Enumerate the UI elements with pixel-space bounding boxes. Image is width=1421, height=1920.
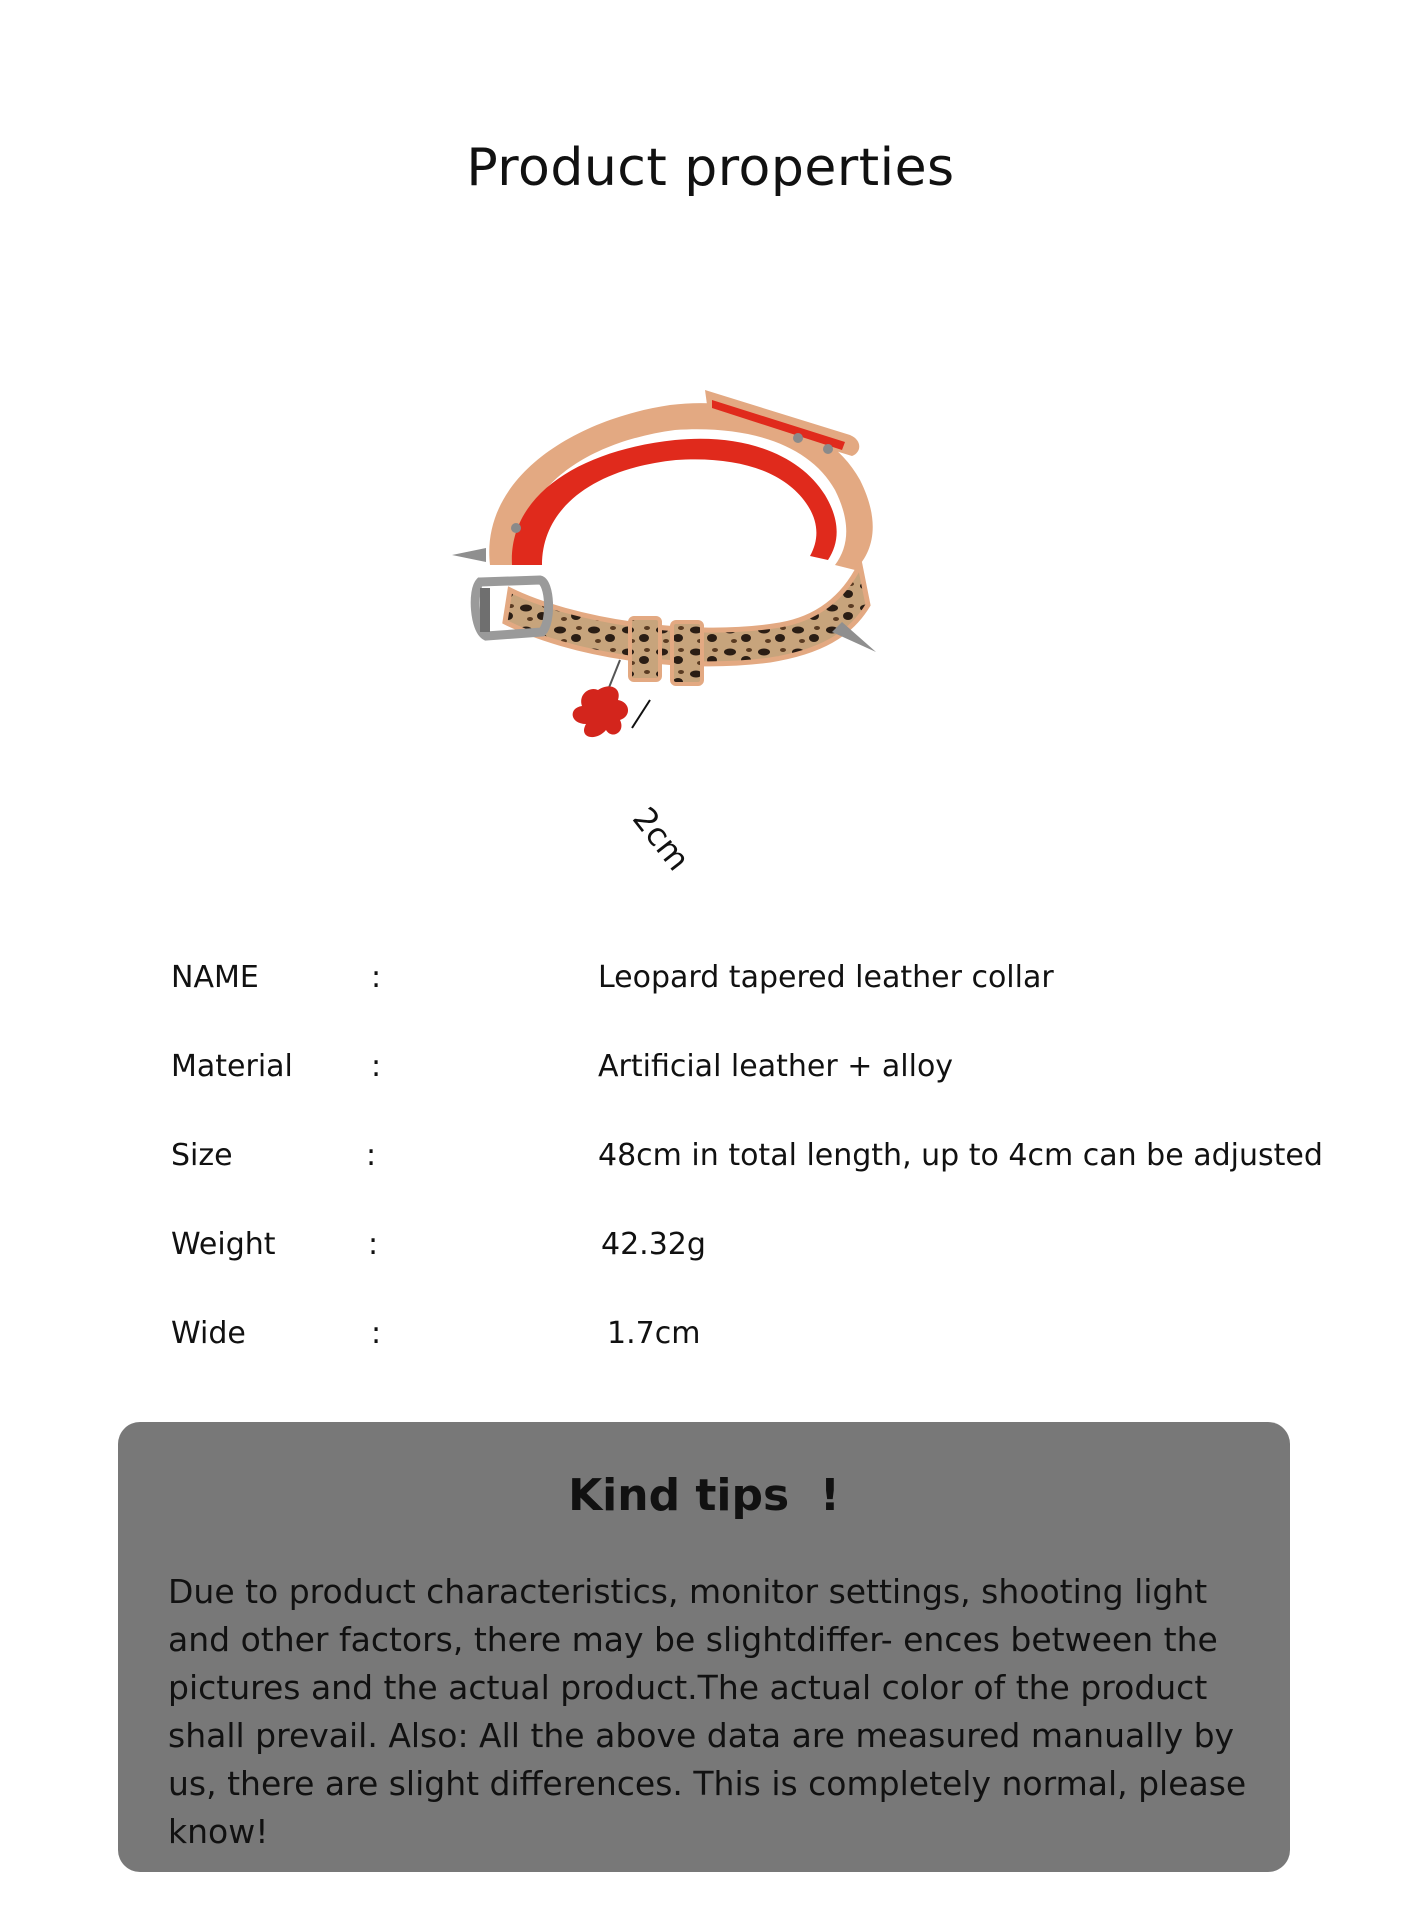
property-colon: : xyxy=(368,1227,379,1262)
charm-balloon-dog xyxy=(573,686,628,737)
property-label: Wide xyxy=(171,1316,246,1351)
rivet xyxy=(823,444,833,454)
property-row-weight xyxy=(0,1227,1421,1316)
dimension-label: 2cm xyxy=(625,800,698,878)
property-colon: : xyxy=(366,1138,377,1173)
property-label: NAME xyxy=(171,960,259,995)
property-colon: : xyxy=(371,1316,382,1351)
collar-keeper xyxy=(630,618,660,680)
rivet xyxy=(511,523,521,533)
property-colon: : xyxy=(371,960,382,995)
property-value: Leopard tapered leather collar xyxy=(598,960,1054,995)
property-row-wide xyxy=(0,1316,1421,1405)
property-label: Size xyxy=(171,1138,233,1173)
property-value: 1.7cm xyxy=(607,1316,701,1351)
rivet xyxy=(793,433,803,443)
dimension-line xyxy=(632,700,650,728)
property-row-size xyxy=(0,1138,1421,1227)
property-value: 48cm in total length, up to 4cm can be adjusted xyxy=(598,1138,1323,1173)
property-value: 42.32g xyxy=(601,1227,706,1262)
property-value: Artificial leather + alloy xyxy=(598,1049,954,1084)
collar-spike xyxy=(452,548,486,562)
kind-tips-panel xyxy=(118,1422,1290,1872)
properties-table xyxy=(0,960,1421,1405)
property-label: Weight xyxy=(171,1227,276,1262)
product-image-collar xyxy=(450,360,1010,860)
property-colon: : xyxy=(371,1049,382,1084)
page-title: Product properties xyxy=(466,138,955,198)
property-label: Material xyxy=(171,1049,293,1084)
kind-tips-body: Due to product characteristics, monitor settings, shooting light and other factors, there may be slightdiffer- ences between the pictures and the actual product.The actual color of the product shall prevail. Also: All the above data are measured manually by us, there are slight differences. This is completely normal, please know! xyxy=(168,1572,1247,1851)
property-row-material xyxy=(0,1049,1421,1138)
collar-keeper xyxy=(672,622,702,684)
kind-tips-title: Kind tips ! xyxy=(568,1470,840,1521)
property-row-name xyxy=(0,960,1421,1049)
